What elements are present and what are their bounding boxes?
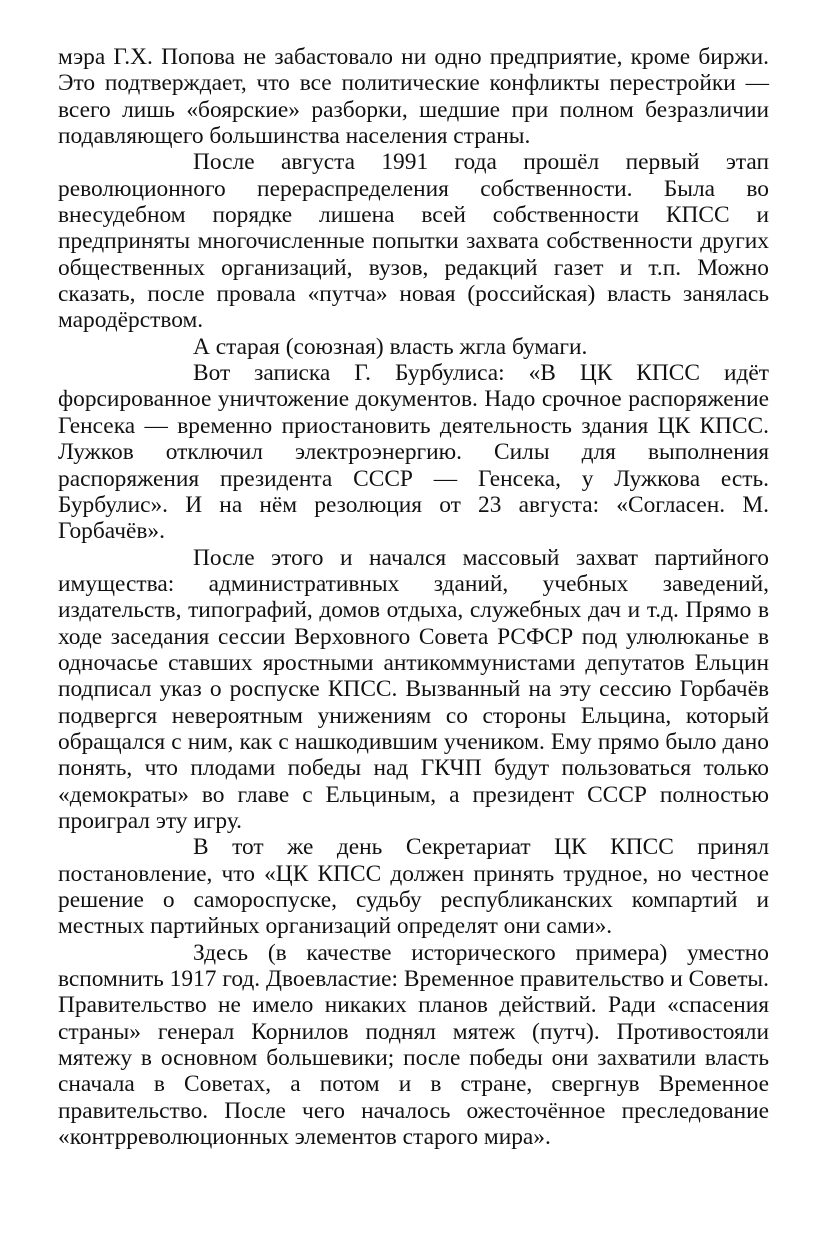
document-page [58, 44, 769, 1150]
paragraph-2: После августа 1991 года прошёл первый этап революционного перераспределения собственности. Была во внесудебном порядке лишена всей собственности КПСС и предприняты многочисленные попытки захвата собственности других общественных организаций, вузов, редакций газет и т.п. Можно сказать, после провала «путча» новая (российская) власть занялась мародёрством. [58, 149, 769, 334]
paragraph-7: Здесь (в качестве исторического примера) уместно вспомнить 1917 год. Двоевластие: Временное правительство и Советы. Правительство не имело никаких планов действий. Ради «спасения страны» генерал Корнилов поднял мятеж (путч). Противостояли мятежу в основном большевики; после победы они захватили власть сначала в Советах, а потом и в стране, свергнув Временное правительство. После чего началось ожесточённое преследование «контрреволюционных элементов старого мира». [58, 939, 769, 1151]
paragraph-1: мэра Г.Х. Попова не забастовало ни одно предприятие, кроме биржи. Это подтверждает, что все политические конфликты перестройки — всего лишь «боярские» разборки, шедшие при полном безразличии подавляющего большинства населения страны. [58, 44, 769, 150]
paragraph-5: После этого и начался массовый захват партийного имущества: административных зданий, учебных заведений, издательств, типографий, домов отдыха, служебных дач и т.д. Прямо в ходе заседания сессии Верховного Совета РСФСР под улюлюканье в одночасье ставших яростными антикоммунистами депутатов Ельцин подписал указ о роспуске КПСС. Вызванный на эту сессию Горбачёв подвергся невероятным унижениям со стороны Ельцина, который обращался с ним, как с нашкодившим учеником. Ему прямо было дано понять, что плодами победы над ГКЧП будут пользоваться только «демократы» во главе с Ельциным, а президент СССР полностью проиграл эту игру. [58, 544, 769, 834]
paragraph-6: В тот же день Секретариат ЦК КПСС принял постановление, что «ЦК КПСС должен принять трудное, но честное решение о самороспуске, судьбу республиканских компартий и местных партийных организаций определят они сами». [58, 834, 769, 940]
paragraph-3: А старая (союзная) власть жгла бумаги. [193, 333, 588, 360]
paragraph-4: Вот записка Г. Бурбулиса: «В ЦК КПСС идёт форсированное уничтожение документов. Надо срочное распоряжение Генсека — временно приостановить деятельность здания ЦК КПСС. Лужков отключил электроэнергию. Силы для выполнения распоряжения президента СССР — Генсека, у Лужкова есть. Бурбулис». И на нём резолюция от 23 августа: «Согласен. М. Горбачёв». [58, 360, 769, 545]
